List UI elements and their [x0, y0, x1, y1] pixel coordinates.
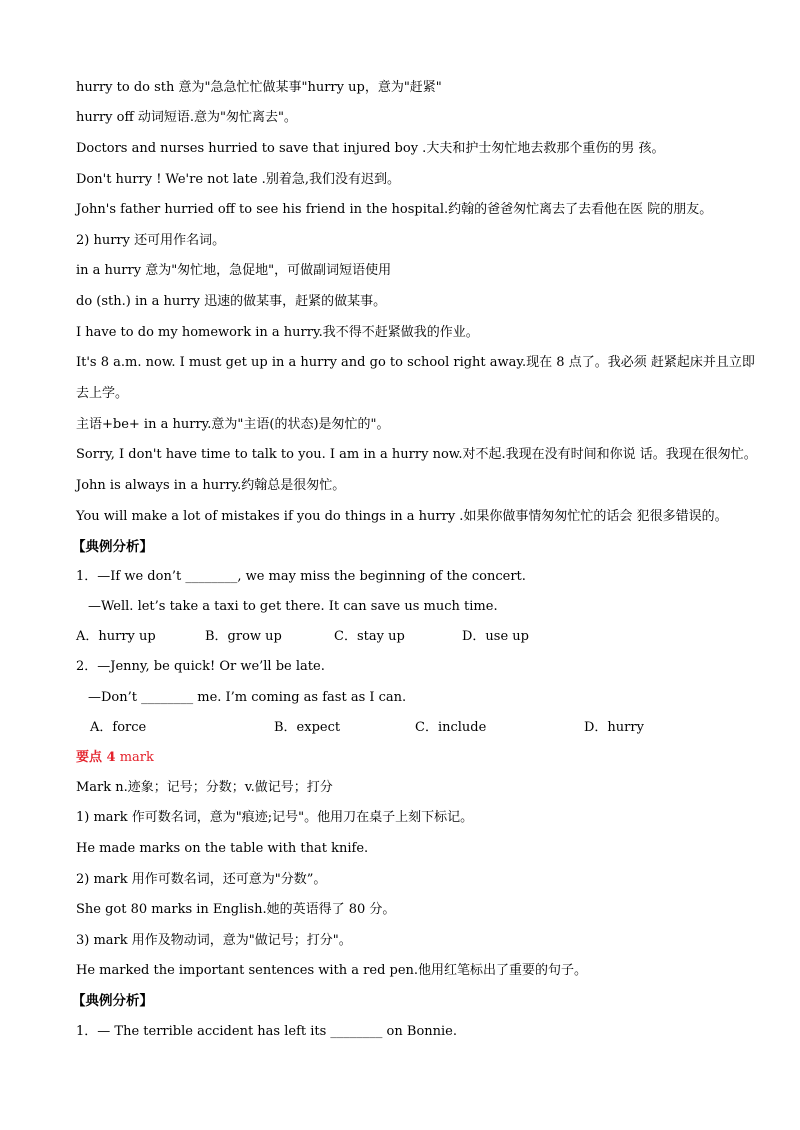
text-line: hurry to do sth 意为"急急忙忙做某事"hurry up，意为"赶紧" [76, 80, 442, 95]
point-heading [76, 749, 154, 767]
section-heading: 【典例分析】 [72, 993, 153, 1009]
question-1-reply: —Well. let’s take a taxi to get there. It can save us much time. [88, 599, 498, 614]
text-line: He made marks on the table with that knife. [76, 841, 369, 856]
question-2: 2．—Jenny, be quick! Or we’ll be late. [76, 659, 325, 674]
text-line: It's 8 a.m. now. I must get up in a hurry and go to school right away.现在 8 点了。我必须 赶紧起床并且立即 [76, 355, 755, 370]
text-line: 3) mark 用作及物动词，意为"做记号；打分"。 [76, 933, 352, 948]
option-d: D．hurry [584, 720, 644, 735]
option-b: B．grow up [205, 629, 282, 644]
text-line: Don't hurry ! We're not late .别着急,我们没有迟到。 [76, 172, 400, 187]
text-line: She got 80 marks in English.她的英语得了 80 分。 [76, 902, 396, 917]
option-a: A．force [90, 720, 147, 735]
text-line: 1) mark 作可数名词，意为"痕迹;记号"。他用刀在桌子上刻下标记。 [76, 810, 474, 825]
text-line: I have to do my homework in a hurry.我不得不赶紧做我的作业。 [76, 325, 479, 340]
text-line: 去上学。 [76, 386, 129, 401]
section-heading: 【典例分析】 [72, 539, 153, 555]
text-line: 2) hurry 还可用作名词。 [76, 233, 226, 248]
text-line: You will make a lot of mistakes if you do things in a hurry .如果你做事情匆匆忙忙的话会 犯很多错误的。 [76, 509, 728, 524]
text-line: Mark n.迹象；记号；分数；v.做记号；打分 [76, 780, 333, 795]
text-line: He marked the important sentences with a red pen.他用红笔标出了重要的句子。 [76, 963, 588, 978]
option-c: C．stay up [334, 629, 405, 644]
question-1: 1．— The terrible accident has left its ________ on Bonnie. [76, 1024, 457, 1039]
option-a: A．hurry up [76, 629, 156, 644]
option-c: C．include [415, 720, 487, 735]
text-line: Sorry, I don't have time to talk to you. I am in a hurry now.对不起.我现在没有时间和你说 话。我现在很匆忙。 [76, 447, 757, 462]
text-line: John's father hurried off to see his friend in the hospital.约翰的爸爸匆忙离去了去看他在医 院的朋友。 [76, 202, 713, 217]
question-1: 1．—If we don’t ________, we may miss the beginning of the concert. [76, 569, 526, 584]
option-d: D．use up [462, 629, 529, 644]
question-2-reply: —Don’t ________ me. I’m coming as fast as I can. [88, 690, 407, 705]
text-line: in a hurry 意为"匆忙地，急促地"，可做副词短语使用 [76, 263, 392, 278]
point-word: mark [115, 750, 154, 765]
text-line: 2) mark 用作可数名词，还可意为"分数”。 [76, 872, 327, 887]
text-line: John is always in a hurry.约翰总是很匆忙。 [76, 478, 346, 493]
text-line: do (sth.) in a hurry 迅速的做某事，赶紧的做某事。 [76, 294, 387, 309]
text-line: Doctors and nurses hurried to save that injured boy .大夫和护士匆忙地去救那个重伤的男 孩。 [76, 141, 665, 156]
point-label: 要点 4 [76, 750, 116, 765]
text-line: hurry off 动词短语.意为"匆忙离去"。 [76, 110, 297, 125]
option-b: B．expect [274, 720, 341, 735]
text-line: 主语+be+ in a hurry.意为"主语(的状态)是匆忙的"。 [76, 417, 390, 432]
